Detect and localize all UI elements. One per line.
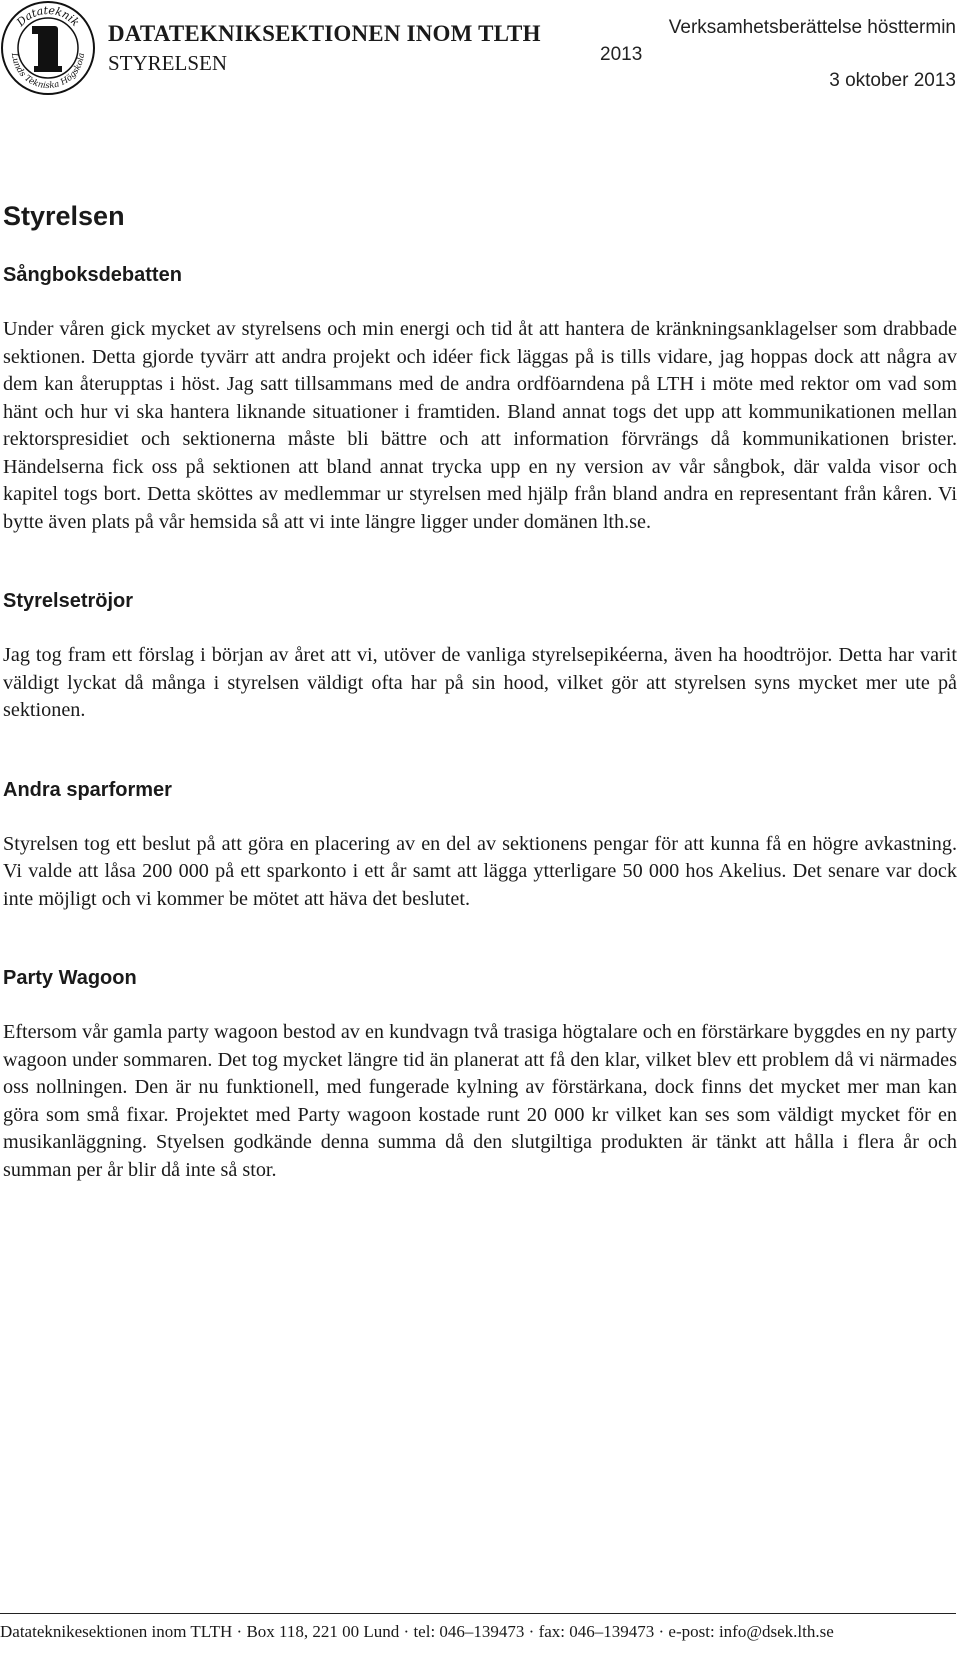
- section-text-styrelsetrojor: Jag tog fram ett förslag i början av året att vi, utöver de vanliga styrelsepikéerna, även ha hoodtröjor. Detta har varit väldigt lyckat då många i styrelsen väldigt ofta har på sin hood, vilket gör att styrelsen syns mycket mer ute på sektionen.: [3, 644, 957, 721]
- page-header: [0, 0, 960, 100]
- section-text-party-wagoon: Eftersom vår gamla party wagoon bestod av en kundvagn två trasiga högtalare och en förstärkare byggdes en ny party wagoon under sommaren. Det tog mycket längre tid än planerat att få den klar, vilket blev ett problem då vi närmades oss nollningen. Den är nu funktionell, med fungerade kylning av förstärkana, dock finns det mycket mer man kan göra som små fixar. Projektet med Party wagoon kostade runt 20 000 kr vilket kan ses som väldigt mycket för en musikanläggning. Styelsen godkände denna summa då den slutgiltiga produkten är tänkt att hålla i flera år och summan per år blir då inte så stor.: [3, 1021, 957, 1181]
- page-title: Styrelsen: [3, 201, 125, 231]
- section-heading-styrelsetrojor: Styrelsetröjor: [3, 590, 134, 612]
- logo-arc-bottom: Lunds Tekniska Högskola: [8, 52, 88, 92]
- organization-block: [108, 20, 578, 76]
- document-date: 3 oktober 2013: [829, 70, 956, 91]
- document-title: Verksamhetsberättelse hösttermin: [668, 17, 956, 38]
- section-heading-andra-sparformer: Andra sparformer: [3, 778, 172, 801]
- document-year: 2013: [600, 44, 643, 65]
- footer-divider: [0, 1613, 956, 1614]
- datateknik-seal-icon: [0, 0, 96, 96]
- organization-name: DATATEKNIKSEKTIONEN INOM TLTH: [108, 21, 541, 46]
- organization-unit: STYRELSEN: [108, 51, 228, 75]
- logo-arc-top: Datateknik: [14, 3, 83, 29]
- section-heading-sangboksdebatten: Sångboksdebatten: [3, 264, 182, 286]
- page-footer: Datateknikesektionen inom TLTH · Box 118, 221 00 Lund · tel: 046–139473 · fax: 046–139473 · e-post: info@dsek.lth.se: [0, 1622, 834, 1641]
- document-info: [600, 14, 956, 68]
- main-content: [3, 198, 957, 1236]
- section-heading-party-wagoon: Party Wagoon: [3, 967, 137, 989]
- section-text-andra-sparformer: Styrelsen tog ett beslut på att göra en placering av en del av sektionens pengar för att kunna få en högre avkastning. Vi valde att låsa 200 000 på ett sparkonto i ett år samt att lägga ytterligare 50 000 hos Akelius. Det senare var dock inte möjligt och vi kommer be mötet att häva det beslutet.: [3, 832, 957, 910]
- section-text-sangboksdebatten: Under våren gick mycket av styrelsens och min energi och tid åt att hantera de kränkningsanklagelser som drabbade sektionen. Detta gjorde tyvärr att andra projekt och idéer fick läggas på is tills vidare, jag hoppas dock att några av dem kan återupptas i höst. Jag satt tillsammans med de andra ordföarndena på LTH i möte med rektor om vad som hänt och hur vi ska hantera liknande situationer i framtiden. Bland annat togs det upp att kommunikationen mellan rektorspresidiet och sektionerna måste bli bättre och att information förvrängs då kommunikationen brister. Händelserna fick oss på sektionen att bland annat trycka upp en ny version av vår sångbok, där valda visor och kapitel togs bort. Detta sköttes av medlemmar ur styrelsen med hjälp från bland andra en representant från kåren. Vi bytte även plats på vår hemsida så att vi inte längre ligger under domänen lth.se.: [3, 318, 957, 533]
